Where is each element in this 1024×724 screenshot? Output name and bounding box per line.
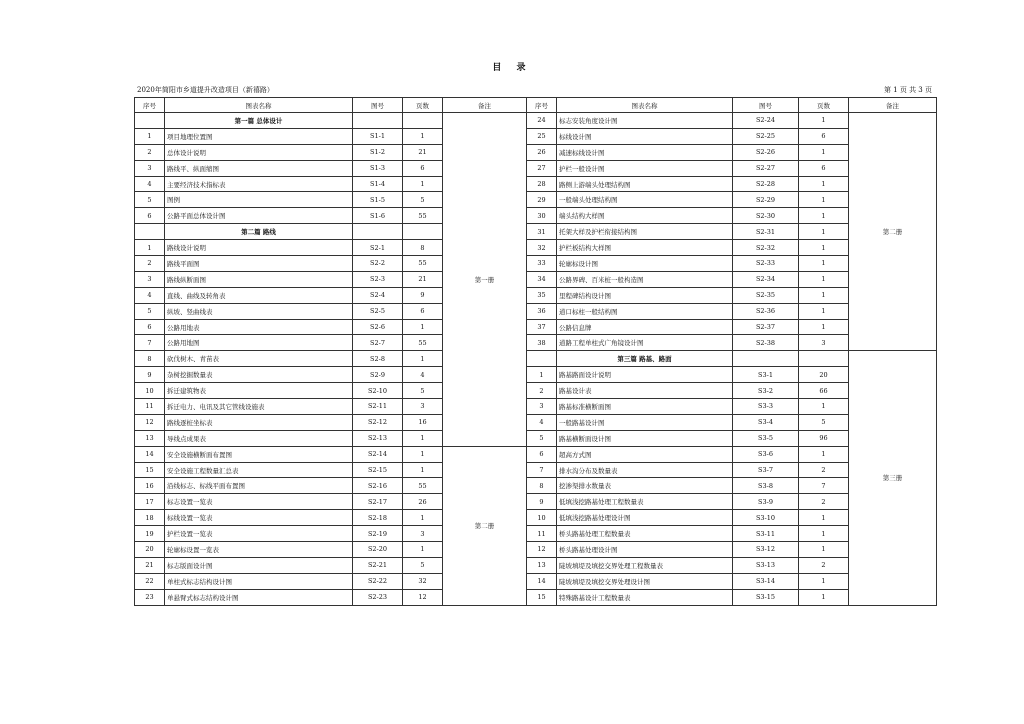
row-name: 图例 [165,192,353,208]
row-pages: 6 [799,160,849,176]
row-name: 拆迁建筑物表 [165,383,353,399]
row-code: S2-22 [353,573,403,589]
row-seq: 34 [527,271,557,287]
row-pages: 3 [799,335,849,351]
row-code: S2-31 [733,224,799,240]
row-name: 砍伐树木、青苗表 [165,351,353,367]
row-seq: 5 [135,303,165,319]
header-seq: 序号 [527,98,557,113]
row-code: S2-15 [353,462,403,478]
row-pages: 1 [799,526,849,542]
row-pages: 55 [403,208,443,224]
row-pages: 12 [403,589,443,605]
row-name: 一般路基设计图 [557,414,733,430]
row-name: 安全设施工程数量汇总表 [165,462,353,478]
row-code [353,113,403,129]
row-code: S2-32 [733,240,799,256]
row-seq: 32 [527,240,557,256]
row-name: 总体设计说明 [165,144,353,160]
row-code: S3-13 [733,557,799,573]
row-pages [403,113,443,129]
table-row [135,446,527,462]
header-name: 图表名称 [557,98,733,113]
row-name: 标线设置一览表 [165,510,353,526]
row-name: 一般端头处理结构图 [557,192,733,208]
row-seq: 2 [135,256,165,272]
row-pages: 66 [799,383,849,399]
row-pages: 1 [403,319,443,335]
row-pages: 7 [799,478,849,494]
row-code: S2-21 [353,557,403,573]
row-pages: 1 [799,113,849,129]
row-code: S2-9 [353,367,403,383]
row-seq [135,113,165,129]
row-pages: 1 [799,256,849,272]
row-name: 桥头路基处理工程数量表 [557,526,733,542]
row-name: 桥头路基处理设计图 [557,542,733,558]
row-code [733,351,799,367]
row-seq: 37 [527,319,557,335]
row-code: S2-33 [733,256,799,272]
row-seq: 6 [135,319,165,335]
row-code: S3-12 [733,542,799,558]
row-code: S2-26 [733,144,799,160]
row-seq: 15 [135,462,165,478]
row-name: 路基标准横断面图 [557,399,733,415]
row-seq: 23 [135,589,165,605]
row-pages [403,224,443,240]
row-pages: 8 [403,240,443,256]
row-name: 轮廓标设计图 [557,256,733,272]
row-pages: 96 [799,430,849,446]
row-seq: 7 [527,462,557,478]
row-seq: 6 [135,208,165,224]
row-seq: 12 [135,414,165,430]
row-name: 路基设计表 [557,383,733,399]
row-pages: 1 [799,319,849,335]
row-name: 托架大样及护栏衔接结构图 [557,224,733,240]
row-pages: 1 [799,399,849,415]
row-code: S2-23 [353,589,403,605]
row-pages: 55 [403,335,443,351]
row-code: S2-25 [733,128,799,144]
row-code: S2-1 [353,240,403,256]
section-heading: 第二篇 路线 [165,224,353,240]
row-pages: 5 [799,414,849,430]
row-code: S3-15 [733,589,799,605]
row-code: S3-6 [733,446,799,462]
row-name: 陡坡填堤及填挖交界处理工程数量表 [557,557,733,573]
row-seq: 38 [527,335,557,351]
row-seq: 4 [135,287,165,303]
row-name: 沿线标志、标线平面布置图 [165,478,353,494]
row-name: 导线点成果表 [165,430,353,446]
row-name: 排水沟分布及数量表 [557,462,733,478]
row-code: S2-18 [353,510,403,526]
row-seq: 17 [135,494,165,510]
row-code: S2-4 [353,287,403,303]
row-code: S2-36 [733,303,799,319]
row-code: S3-5 [733,430,799,446]
section-row [527,351,937,367]
row-name: 护栏板结构大样图 [557,240,733,256]
row-pages: 26 [403,494,443,510]
row-pages: 1 [403,462,443,478]
header-name: 图表名称 [165,98,353,113]
row-pages: 2 [799,494,849,510]
row-pages: 21 [403,144,443,160]
row-seq: 13 [135,430,165,446]
row-name: 项目地理位置图 [165,128,353,144]
row-name: 标志版面设计图 [165,557,353,573]
row-code: S3-1 [733,367,799,383]
row-seq: 11 [527,526,557,542]
row-code: S2-8 [353,351,403,367]
row-code [353,224,403,240]
volume-note: 第一册 [443,113,527,447]
section-heading: 第三篇 路基、路面 [557,351,733,367]
row-code: S3-10 [733,510,799,526]
row-seq: 7 [135,335,165,351]
row-code: S1-3 [353,160,403,176]
row-seq: 8 [527,478,557,494]
row-seq: 24 [527,113,557,129]
header-pages: 页数 [403,98,443,113]
row-code: S2-29 [733,192,799,208]
row-pages: 4 [403,367,443,383]
row-pages: 32 [403,573,443,589]
row-pages: 5 [403,383,443,399]
row-name: 公路界碑、百米桩一般构造图 [557,271,733,287]
row-pages: 1 [799,192,849,208]
row-name: 低填浅挖路基处理设计图 [557,510,733,526]
row-code: S1-2 [353,144,403,160]
row-name: 路侧上游端头处理结构图 [557,176,733,192]
row-name: 超高方式图 [557,446,733,462]
row-code: S2-34 [733,271,799,287]
row-seq: 21 [135,557,165,573]
row-pages [799,351,849,367]
row-name: 路线设计说明 [165,240,353,256]
toc-table-right [526,97,937,606]
row-seq: 36 [527,303,557,319]
row-name: 公路用地图 [165,335,353,351]
row-code: S1-4 [353,176,403,192]
row-pages: 1 [799,224,849,240]
row-seq: 1 [135,128,165,144]
row-seq: 15 [527,589,557,605]
row-code: S2-35 [733,287,799,303]
row-seq: 18 [135,510,165,526]
row-name: 直线、曲线及转角表 [165,287,353,303]
row-name: 路线平面图 [165,256,353,272]
row-name: 低填浅挖路基处理工程数量表 [557,494,733,510]
project-name: 2020年简阳市乡道提升改造项目（新禧路） [137,86,274,94]
row-seq [135,224,165,240]
row-pages: 2 [799,462,849,478]
row-pages: 1 [799,303,849,319]
row-code: S2-14 [353,446,403,462]
row-pages: 55 [403,478,443,494]
row-pages: 1 [403,542,443,558]
row-pages: 1 [403,510,443,526]
row-code: S2-2 [353,256,403,272]
row-seq: 12 [527,542,557,558]
row-name: 特殊路基设计工程数量表 [557,589,733,605]
header-seq: 序号 [135,98,165,113]
row-name: 标志设置一览表 [165,494,353,510]
row-seq: 10 [527,510,557,526]
row-code: S3-8 [733,478,799,494]
row-pages: 1 [799,176,849,192]
row-name: 护栏设置一览表 [165,526,353,542]
row-code: S3-2 [733,383,799,399]
row-name: 端头结构大样图 [557,208,733,224]
row-code: S2-5 [353,303,403,319]
row-name: 护栏一般设计图 [557,160,733,176]
row-name: 路基横断面设计图 [557,430,733,446]
row-seq: 8 [135,351,165,367]
row-code: S2-6 [353,319,403,335]
header-code: 图号 [353,98,403,113]
row-name: 纵坡、竖曲线表 [165,303,353,319]
header-note: 备注 [443,98,527,113]
row-pages: 55 [403,256,443,272]
header-code: 图号 [733,98,799,113]
row-seq: 22 [135,573,165,589]
row-code: S2-37 [733,319,799,335]
document-title: 目 录 [492,63,532,73]
row-pages: 20 [799,367,849,383]
row-seq: 9 [527,494,557,510]
row-pages: 1 [799,240,849,256]
row-name: 杂树挖掘数量表 [165,367,353,383]
row-pages: 1 [799,510,849,526]
row-seq: 13 [527,557,557,573]
row-pages: 1 [403,128,443,144]
row-pages: 9 [403,287,443,303]
row-pages: 6 [403,303,443,319]
row-code: S2-19 [353,526,403,542]
row-name: 路基路面设计说明 [557,367,733,383]
section-heading: 第一篇 总体设计 [165,113,353,129]
row-pages: 1 [799,208,849,224]
row-name: 单柱式标志结构设计图 [165,573,353,589]
row-code: S2-11 [353,399,403,415]
row-name: 公路用地表 [165,319,353,335]
row-pages: 1 [799,144,849,160]
row-code: S1-6 [353,208,403,224]
row-seq: 19 [135,526,165,542]
row-code: S2-3 [353,271,403,287]
row-seq: 3 [135,271,165,287]
row-code: S3-11 [733,526,799,542]
row-code: S2-28 [733,176,799,192]
volume-note: 第三册 [849,351,937,605]
row-pages: 5 [403,192,443,208]
row-pages: 21 [403,271,443,287]
row-pages: 2 [799,557,849,573]
row-code: S2-24 [733,113,799,129]
row-code: S2-13 [353,430,403,446]
row-seq: 5 [135,192,165,208]
row-pages: 1 [799,542,849,558]
row-seq: 3 [135,160,165,176]
row-code: S2-7 [353,335,403,351]
row-pages: 16 [403,414,443,430]
row-seq: 10 [135,383,165,399]
row-pages: 1 [799,589,849,605]
row-code: S1-1 [353,128,403,144]
row-seq: 1 [527,367,557,383]
row-code: S2-30 [733,208,799,224]
section-row [135,113,527,129]
row-seq: 2 [135,144,165,160]
row-seq: 14 [135,446,165,462]
row-seq: 4 [135,176,165,192]
row-seq: 29 [527,192,557,208]
row-pages: 1 [403,430,443,446]
row-name: 里程碑结构设计图 [557,287,733,303]
row-name: 减速标线设计图 [557,144,733,160]
row-name: 挖渗渠排水数量表 [557,478,733,494]
row-seq: 1 [135,240,165,256]
row-pages: 1 [403,176,443,192]
row-code: S3-9 [733,494,799,510]
row-code: S3-3 [733,399,799,415]
row-seq: 26 [527,144,557,160]
row-name: 路线逐桩坐标表 [165,414,353,430]
row-seq: 35 [527,287,557,303]
row-seq: 30 [527,208,557,224]
header-pages: 页数 [799,98,849,113]
row-seq: 25 [527,128,557,144]
row-code: S1-5 [353,192,403,208]
row-code: S3-4 [733,414,799,430]
row-pages: 1 [799,446,849,462]
row-seq: 9 [135,367,165,383]
row-seq: 27 [527,160,557,176]
row-pages: 3 [403,526,443,542]
row-pages: 5 [403,557,443,573]
row-code: S2-17 [353,494,403,510]
table-header [527,98,937,113]
row-pages: 1 [403,446,443,462]
row-seq: 3 [527,399,557,415]
row-seq: 14 [527,573,557,589]
row-name: 道路工程单柱式广角镜设计图 [557,335,733,351]
row-name: 安全设施横断面布置图 [165,446,353,462]
volume-note: 第二册 [443,446,527,605]
row-code: S2-38 [733,335,799,351]
row-pages: 6 [403,160,443,176]
row-code: S2-12 [353,414,403,430]
row-seq: 6 [527,446,557,462]
row-seq: 20 [135,542,165,558]
row-seq: 28 [527,176,557,192]
row-pages: 1 [799,271,849,287]
row-code: S3-7 [733,462,799,478]
volume-note: 第二册 [849,113,937,351]
row-seq: 11 [135,399,165,415]
header-note: 备注 [849,98,937,113]
row-seq: 33 [527,256,557,272]
row-pages: 6 [799,128,849,144]
row-seq: 16 [135,478,165,494]
row-code: S2-16 [353,478,403,494]
row-seq: 4 [527,414,557,430]
row-seq: 5 [527,430,557,446]
row-seq [527,351,557,367]
row-name: 标线设计图 [557,128,733,144]
row-name: 陡坡填堤及填挖交界处理设计图 [557,573,733,589]
row-code: S2-20 [353,542,403,558]
toc-table-left [134,97,527,606]
row-pages: 1 [403,351,443,367]
row-code: S2-27 [733,160,799,176]
table-row [527,113,937,129]
row-code: S3-14 [733,573,799,589]
row-name: 道口标柱一般结构图 [557,303,733,319]
row-name: 拆迁电力、电讯及其它管线设施表 [165,399,353,415]
page-info: 第 1 页 共 3 页 [883,86,932,94]
row-pages: 1 [799,287,849,303]
row-name: 路线平、纵面缩图 [165,160,353,176]
row-name: 标志安装角度设计图 [557,113,733,129]
row-seq: 31 [527,224,557,240]
row-name: 单悬臂式标志结构设计图 [165,589,353,605]
row-name: 路线纵断面图 [165,271,353,287]
table-header [135,98,527,113]
row-name: 公路信息牌 [557,319,733,335]
row-pages: 1 [799,573,849,589]
row-code: S2-10 [353,383,403,399]
row-seq: 2 [527,383,557,399]
row-pages: 3 [403,399,443,415]
row-name: 轮廓标设置一览表 [165,542,353,558]
row-name: 主要经济技术指标表 [165,176,353,192]
row-name: 公路平面总体设计图 [165,208,353,224]
